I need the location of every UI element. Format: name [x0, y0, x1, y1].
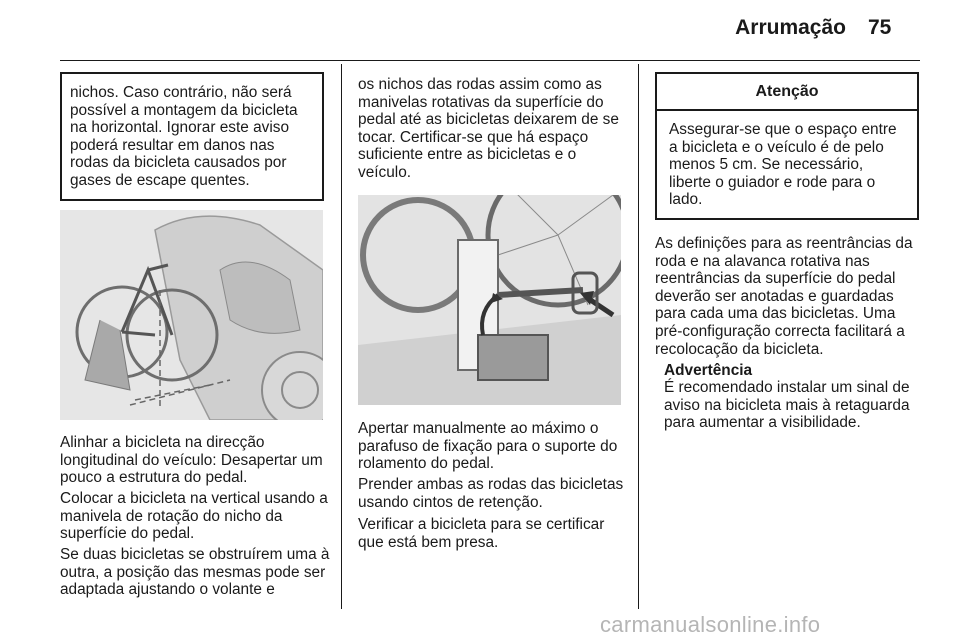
paragraph-settings-note: As definições para as reentrâncias da roda e na alavanca rotativa nas reentrâncias da superfície do pedal deverão ser anotadas e guardadas para cada uma das bicicletas. Uma pré-configuração correcta facilitará a recolocação da bicicleta. — [655, 235, 913, 358]
column-divider-2 — [638, 64, 639, 609]
notice-title: Atenção — [657, 74, 917, 111]
watermark: carmanualsonline.info — [600, 612, 821, 637]
paragraph-vertical-bike: Colocar a bicicleta na vertical usando a manivela de rotação do nicho da superfície do pedal. — [60, 490, 328, 543]
header-rule — [60, 60, 920, 61]
notice-box — [655, 72, 919, 220]
paragraph-secure-wheels: Prender ambas as rodas das bicicletas usando cintos de retenção. — [358, 476, 624, 511]
note-text: É recomendado instalar um sinal de aviso na bicicleta mais à retaguarda para aumentar a visibilidade. — [664, 379, 910, 432]
paragraph-verify-bike: Verificar a bicicleta para se certificar que está bem presa. — [358, 516, 605, 551]
warning-text: nichos. Caso contrário, não será possível a montagem da bicicleta na horizontal. Ignorar este aviso poderá resultar em danos nas rodas da bicicleta causados por gases de escape quentes. — [70, 84, 298, 189]
paragraph-two-bikes: Se duas bicicletas se obstruírem uma à outra, a posição das mesmas pode ser adaptada ajustando o volante e — [60, 546, 330, 599]
paragraph-tighten-screw: Apertar manualmente ao máximo o parafuso de fixação para o suporte do rolamento do pedal. — [358, 420, 618, 473]
warning-box — [60, 72, 324, 201]
paragraph-wheel-niches: os nichos das rodas assim como as manivelas rotativas da superfície do pedal até as bicicletas deixarem de se tocar. Certificar-se que há espaço suficiente entre as bicicletas e o veículo. — [358, 76, 619, 181]
figure-bike-on-carrier — [60, 210, 323, 420]
figure-pedal-clamp — [358, 195, 621, 405]
notice-text: Assegurar-se que o espaço entre a bicicleta e o veículo é de pelo menos 5 cm. Se necessário, liberte o guiador e rode para o lado. — [669, 121, 897, 209]
paragraph-align-bike: Alinhar a bicicleta na direcção longitudinal do veículo: Desapertar um pouco a estrutura do pedal. — [60, 434, 323, 487]
column-divider-1 — [341, 64, 342, 609]
page-number: 75 — [868, 16, 892, 39]
page-header-title: Arrumação — [735, 16, 846, 39]
note-label: Advertência — [664, 362, 753, 379]
